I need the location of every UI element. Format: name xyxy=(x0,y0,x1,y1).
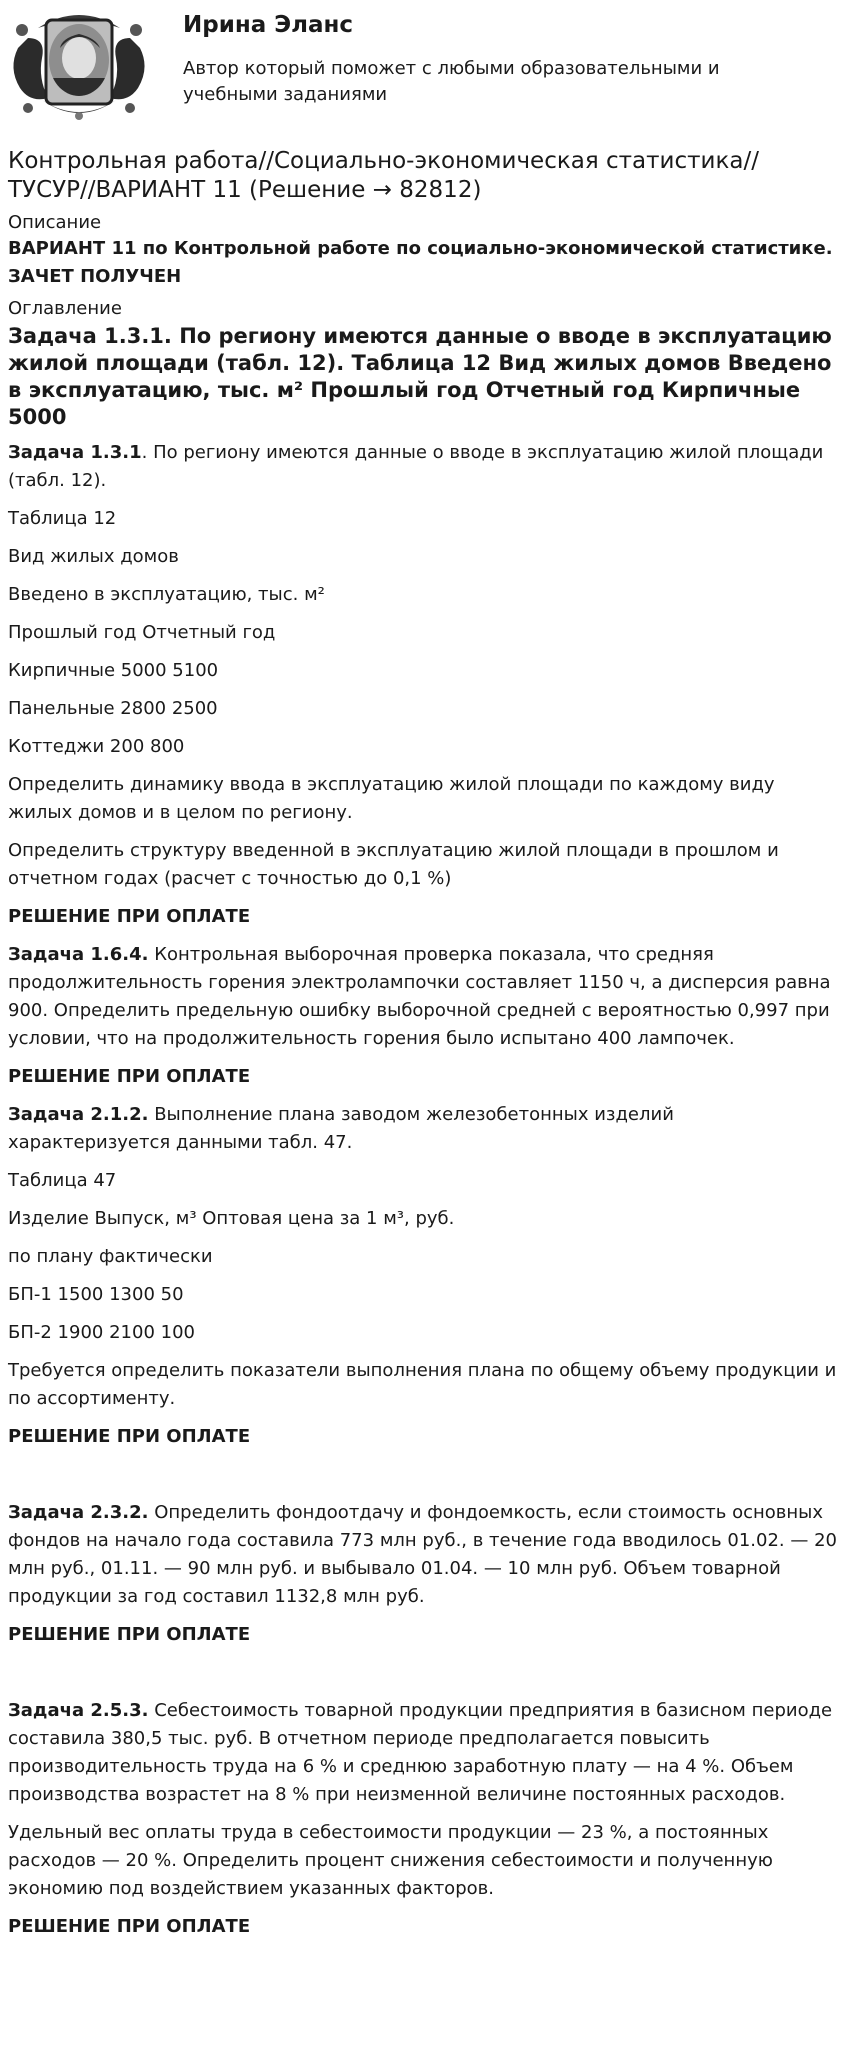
task-3-line: Изделие Выпуск, м³ Оптовая цена за 1 м³, руб. xyxy=(8,1208,455,1229)
task-3-intro-text: Выполнение плана заводом железобетонных изделий характеризуется данными табл. 47. xyxy=(8,1104,674,1153)
author-avatar[interactable] xyxy=(8,8,150,123)
task-3-intro xyxy=(8,1101,838,1157)
task-2-number: Задача 1.6.4. xyxy=(8,944,149,965)
task-3-line: Требуется определить показатели выполнения плана по общему объему продукции и по ассортименту. xyxy=(8,1360,837,1409)
author-name[interactable]: Ирина Эланс xyxy=(183,12,354,38)
task-2-text xyxy=(8,941,838,1053)
task-1-line: Кирпичные 5000 5100 xyxy=(8,660,219,681)
task-1-intro-text: . По региону имеются данные о вводе в эксплуатацию жилой площади (табл. 12). xyxy=(8,442,824,491)
description-text: ВАРИАНТ 11 по Контрольной работе по социально-экономической статистике. ЗАЧЕТ ПОЛУЧЕН xyxy=(8,238,833,287)
task-5-text-2: Удельный вес оплаты труда в себестоимости продукции — 23 %, а постоянных расходов — 20 %. Определить процент снижения себестоимости и полученную экономию под воздействием указанных факторов. xyxy=(8,1822,773,1899)
task-1-number: Задача 1.3.1 xyxy=(8,442,142,463)
toc-title: Задача 1.3.1. По региону имеются данные о вводе в эксплуатацию жилой площади (табл. 12). Таблица 12 Вид жилых домов Введено в эксплуатацию, тыс. м² Прошлый год Отчетный год Кирпичные 5000 xyxy=(8,324,832,429)
task-1-line: Определить динамику ввода в эксплуатацию жилой площади по каждому виду жилых домов и в целом по региону. xyxy=(8,774,775,823)
task-3-line: Таблица 47 xyxy=(8,1170,117,1191)
task-1-line: Вид жилых домов xyxy=(8,546,179,567)
task-4-text xyxy=(8,1499,838,1611)
task-3-line: БП-1 1500 1300 50 xyxy=(8,1284,184,1305)
task-5-body: Себестоимость товарной продукции предприятия в базисном периоде составила 380,5 тыс. руб. В отчетном периоде предполагается повысить производительность труда на 6 % и среднюю заработную плату — на 4 %. Объем производства возрастет на 8 % при неизменной величине постоянных расходов. xyxy=(8,1700,833,1805)
document-content xyxy=(8,147,838,1951)
task-5-number: Задача 2.5.3. xyxy=(8,1700,149,1721)
task-5-text xyxy=(8,1697,838,1809)
description-label: Описание xyxy=(8,212,102,233)
solution-on-payment: РЕШЕНИЕ ПРИ ОПЛАТЕ xyxy=(8,1066,251,1087)
task-1-line: Прошлый год Отчетный год xyxy=(8,622,276,643)
task-2-body: Контрольная выборочная проверка показала, что средняя продолжительность горения электролампочки составляет 1150 ч, а дисперсия равна 900. Определить предельную ошибку выборочной средней с вероятностью 0,997 при условии, что на продолжительность горения было испытано 400 лампочек. xyxy=(8,944,831,1049)
task-1-line: Коттеджи 200 800 xyxy=(8,736,185,757)
task-1-intro xyxy=(8,439,838,495)
task-1-line: Панельные 2800 2500 xyxy=(8,698,218,719)
task-1-line: Введено в эксплуатацию, тыс. м² xyxy=(8,584,325,605)
task-3-line: по плану фактически xyxy=(8,1246,213,1267)
task-4-number: Задача 2.3.2. xyxy=(8,1502,149,1523)
solution-on-payment: РЕШЕНИЕ ПРИ ОПЛАТЕ xyxy=(8,1426,251,1447)
task-4-body: Определить фондоотдачу и фондоемкость, если стоимость основных фондов на начало года составила 773 млн руб., в течение года вводилось 01.02. — 20 млн руб., 01.11. — 90 млн руб. и выбывало 01.04. — 10 млн руб. Объем товарной продукции за год составил 1132,8 млн руб. xyxy=(8,1502,837,1607)
solution-on-payment: РЕШЕНИЕ ПРИ ОПЛАТЕ xyxy=(8,906,251,927)
task-1-line: Таблица 12 xyxy=(8,508,117,529)
task-3-number: Задача 2.1.2. xyxy=(8,1104,149,1125)
author-card xyxy=(8,8,838,123)
solution-on-payment: РЕШЕНИЕ ПРИ ОПЛАТЕ xyxy=(8,1624,251,1645)
task-3-line: БП-2 1900 2100 100 xyxy=(8,1322,195,1343)
author-description: Автор который поможет с любыми образовательными и учебными заданиями xyxy=(183,58,720,105)
solution-on-payment: РЕШЕНИЕ ПРИ ОПЛАТЕ xyxy=(8,1916,251,1937)
toc-label: Оглавление xyxy=(8,298,122,319)
document-title: Контрольная работа//Социально-экономическая статистика//ТУСУР//ВАРИАНТ 11 (Решение → 82812) xyxy=(8,148,759,203)
task-1-line: Определить структуру введенной в эксплуатацию жилой площади в прошлом и отчетном годах (расчет с точностью до 0,1 %) xyxy=(8,840,779,889)
